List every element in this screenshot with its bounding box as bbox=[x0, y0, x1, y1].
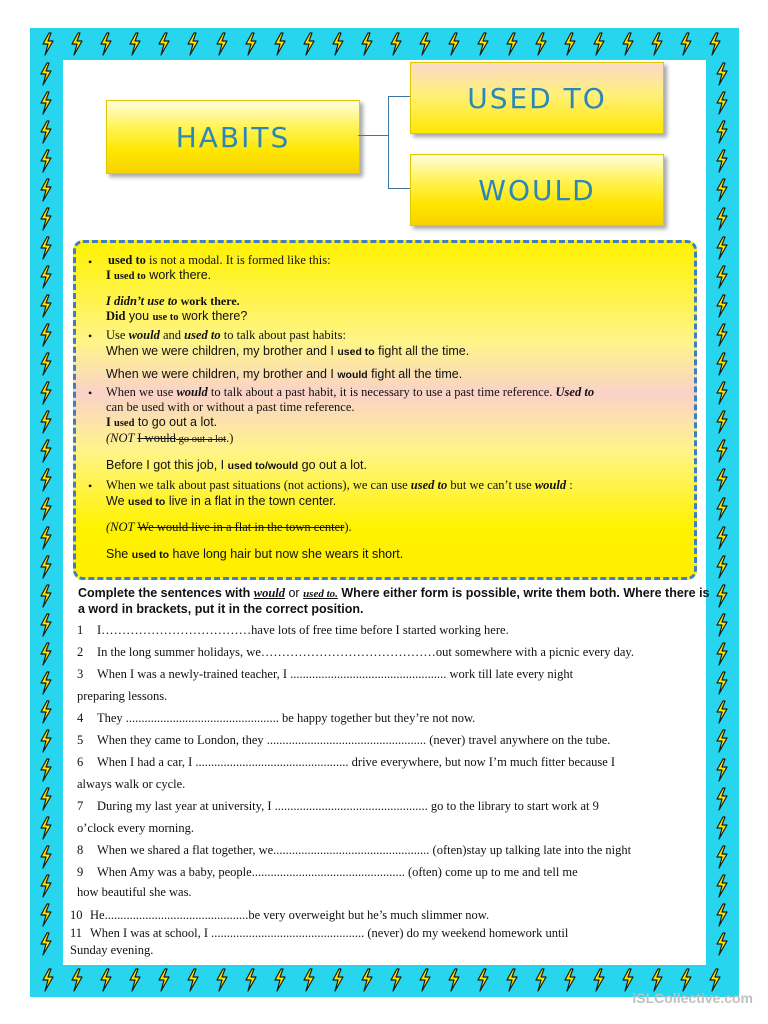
lightning-bolt-icon bbox=[40, 32, 56, 56]
note-line: When we use would to talk about a past habit, it is necessary to use a past time reference. Used to bbox=[106, 385, 595, 399]
lightning-bolt-icon bbox=[272, 32, 288, 56]
lightning-bolt-icon bbox=[38, 381, 54, 405]
lightning-bolt-icon bbox=[330, 968, 346, 992]
lightning-bolt-icon bbox=[359, 32, 375, 56]
note-line: I didn’t use to work there. bbox=[106, 294, 240, 308]
lightning-bolt-icon bbox=[301, 968, 317, 992]
lightning-bolt-icon bbox=[38, 700, 54, 724]
would-box bbox=[410, 154, 664, 226]
lightning-bolt-icon bbox=[185, 968, 201, 992]
lightning-bolt-icon bbox=[243, 32, 259, 56]
lightning-bolt-icon bbox=[714, 758, 730, 782]
note-line: Use would and used to to talk about past habits: bbox=[106, 328, 346, 342]
note-line: Did you use to work there? bbox=[106, 309, 248, 323]
lightning-bolt-icon bbox=[714, 845, 730, 869]
lightning-bolt-icon bbox=[714, 903, 730, 927]
note-line: used to is not a modal. It is formed like this: bbox=[108, 253, 331, 267]
lightning-bolt-icon bbox=[38, 642, 54, 666]
lightning-bolt-icon bbox=[38, 932, 54, 956]
lightning-bolt-icon bbox=[714, 584, 730, 608]
note-line: We used to live in a flat in the town center. bbox=[106, 494, 337, 508]
lightning-bolt-icon bbox=[69, 968, 85, 992]
lightning-bolt-icon bbox=[714, 149, 730, 173]
exercise-item: o’clock every morning. bbox=[77, 821, 194, 835]
lightning-bolt-icon bbox=[714, 468, 730, 492]
lightning-bolt-icon bbox=[38, 903, 54, 927]
lightning-bolt-icon bbox=[649, 32, 665, 56]
lightning-bolt-icon bbox=[533, 968, 549, 992]
exercise-item: always walk or cycle. bbox=[77, 777, 186, 791]
lightning-bolt-icon bbox=[38, 91, 54, 115]
lightning-bolt-icon bbox=[388, 32, 404, 56]
lightning-bolt-icon bbox=[714, 787, 730, 811]
lightning-bolt-icon bbox=[714, 352, 730, 376]
lightning-bolt-icon bbox=[714, 816, 730, 840]
lightning-bolt-icon bbox=[620, 32, 636, 56]
exercise-item: 7 During my last year at university, I ................................................. go to the library to start work at 9 bbox=[77, 799, 599, 813]
lightning-bolt-icon bbox=[714, 497, 730, 521]
used-to-box bbox=[410, 62, 664, 134]
lightning-bolt-icon bbox=[38, 671, 54, 695]
lightning-bolt-icon bbox=[714, 671, 730, 695]
grammar-notes-box bbox=[73, 240, 697, 580]
lightning-bolt-icon bbox=[359, 968, 375, 992]
lightning-bolt-icon bbox=[504, 32, 520, 56]
lightning-bolt-icon bbox=[714, 236, 730, 260]
habits-label: HABITS bbox=[175, 120, 291, 154]
lightning-bolt-icon bbox=[214, 968, 230, 992]
lightning-bolt-icon bbox=[649, 968, 665, 992]
lightning-bolt-icon bbox=[446, 968, 462, 992]
lightning-bolt-icon bbox=[38, 323, 54, 347]
lightning-bolt-icon bbox=[185, 32, 201, 56]
lightning-bolt-icon bbox=[388, 968, 404, 992]
connector-line bbox=[358, 135, 388, 136]
lightning-bolt-icon bbox=[38, 352, 54, 376]
lightning-bolt-icon bbox=[714, 91, 730, 115]
lightning-bolt-icon bbox=[301, 32, 317, 56]
lightning-bolt-icon bbox=[38, 758, 54, 782]
note-line: When we were children, my brother and I used to fight all the time. bbox=[106, 344, 470, 358]
exercise-item: preparing lessons. bbox=[77, 689, 168, 703]
note-line: Before I got this job, I used to/would go out a lot. bbox=[106, 458, 367, 472]
lightning-bolt-icon bbox=[714, 613, 730, 637]
lightning-bolt-icon bbox=[714, 410, 730, 434]
lightning-bolt-icon bbox=[38, 845, 54, 869]
lightning-bolt-icon bbox=[714, 178, 730, 202]
lightning-bolt-icon bbox=[127, 32, 143, 56]
note-line: (NOT We would live in a flat in the town center). bbox=[106, 520, 352, 534]
would-label: WOULD bbox=[478, 173, 596, 207]
used-to-label: USED TO bbox=[467, 81, 607, 115]
lightning-bolt-icon bbox=[417, 32, 433, 56]
exercise-item: 8 When we shared a flat together, we.................................................. (often)stay up talking late into the night bbox=[77, 843, 632, 857]
lightning-bolt-icon bbox=[533, 32, 549, 56]
lightning-bolt-icon bbox=[562, 968, 578, 992]
lightning-bolt-icon bbox=[714, 555, 730, 579]
lightning-bolt-icon bbox=[714, 207, 730, 231]
bullet: • bbox=[88, 386, 93, 400]
lightning-bolt-icon bbox=[38, 410, 54, 434]
lightning-bolt-icon bbox=[38, 265, 54, 289]
lightning-bolt-icon bbox=[38, 584, 54, 608]
lightning-bolt-icon bbox=[38, 149, 54, 173]
lightning-bolt-icon bbox=[678, 32, 694, 56]
note-line: can be used with or without a past time reference. bbox=[106, 400, 355, 414]
lightning-bolt-icon bbox=[38, 207, 54, 231]
exercise-item: 11 When I was at school, I ................................................. (never) do my weekend homework until bbox=[70, 926, 569, 940]
exercise-item: 9 When Amy was a baby, people................................................. (often) come up to me and tell me bbox=[77, 865, 578, 879]
exercise-item: 3 When I was a newly-trained teacher, I .................................................. work till late every night bbox=[77, 667, 574, 681]
exercise-item: Sunday evening. bbox=[70, 943, 154, 957]
lightning-bolt-icon bbox=[38, 555, 54, 579]
lightning-bolt-icon bbox=[38, 613, 54, 637]
lightning-bolt-icon bbox=[38, 236, 54, 260]
lightning-bolt-icon bbox=[40, 968, 56, 992]
lightning-bolt-icon bbox=[714, 265, 730, 289]
note-line: When we were children, my brother and I would fight all the time. bbox=[106, 367, 463, 381]
lightning-bolt-icon bbox=[714, 439, 730, 463]
bullet: • bbox=[88, 329, 93, 343]
lightning-bolt-icon bbox=[714, 62, 730, 86]
lightning-bolt-icon bbox=[714, 642, 730, 666]
lightning-bolt-icon bbox=[591, 32, 607, 56]
lightning-bolt-icon bbox=[714, 323, 730, 347]
lightning-bolt-icon bbox=[707, 32, 723, 56]
exercise-item: 4 They ................................................. be happy together but they’re not now. bbox=[77, 711, 476, 725]
lightning-bolt-icon bbox=[475, 32, 491, 56]
lightning-bolt-icon bbox=[446, 32, 462, 56]
note-line: She used to have long hair but now she wears it short. bbox=[106, 547, 404, 561]
connector-line bbox=[388, 96, 410, 97]
lightning-bolt-icon bbox=[38, 62, 54, 86]
lightning-bolt-icon bbox=[127, 968, 143, 992]
note-line: I used to work there. bbox=[106, 268, 212, 282]
lightning-bolt-icon bbox=[38, 526, 54, 550]
exercise-item: 1 I………………………………have lots of free time before I started working here. bbox=[77, 623, 509, 637]
lightning-bolt-icon bbox=[98, 32, 114, 56]
lightning-bolt-icon bbox=[38, 816, 54, 840]
lightning-bolt-icon bbox=[714, 120, 730, 144]
lightning-bolt-icon bbox=[591, 968, 607, 992]
note-line: I used to go out a lot. bbox=[106, 415, 218, 429]
lightning-bolt-icon bbox=[714, 729, 730, 753]
lightning-bolt-icon bbox=[243, 968, 259, 992]
exercise-item: 5 When they came to London, they ................................................... (never) travel anywhere on the tube. bbox=[77, 733, 611, 747]
lightning-bolt-icon bbox=[562, 32, 578, 56]
lightning-bolt-icon bbox=[38, 120, 54, 144]
exercise-item: 6 When I had a car, I ................................................. drive everywhere, but now I’m much fitter because I bbox=[77, 755, 616, 769]
lightning-bolt-icon bbox=[620, 968, 636, 992]
lightning-bolt-icon bbox=[98, 968, 114, 992]
lightning-bolt-icon bbox=[707, 968, 723, 992]
lightning-bolt-icon bbox=[678, 968, 694, 992]
lightning-bolt-icon bbox=[38, 787, 54, 811]
lightning-bolt-icon bbox=[714, 381, 730, 405]
lightning-bolt-icon bbox=[475, 968, 491, 992]
habits-box bbox=[106, 100, 360, 174]
exercise-item: 10 He..............................................be very overweight but he’s much slimmer now. bbox=[70, 908, 490, 922]
lightning-bolt-icon bbox=[38, 178, 54, 202]
lightning-bolt-icon bbox=[38, 497, 54, 521]
lightning-bolt-icon bbox=[714, 932, 730, 956]
lightning-bolt-icon bbox=[156, 32, 172, 56]
bullet: • bbox=[88, 479, 93, 493]
lightning-bolt-icon bbox=[714, 700, 730, 724]
lightning-bolt-icon bbox=[38, 874, 54, 898]
lightning-bolt-icon bbox=[214, 32, 230, 56]
lightning-bolt-icon bbox=[38, 294, 54, 318]
bullet: • bbox=[88, 255, 93, 269]
lightning-bolt-icon bbox=[38, 729, 54, 753]
watermark: iSLCollective.com bbox=[632, 990, 753, 1006]
exercise-item: how beautiful she was. bbox=[77, 885, 192, 899]
connector-line bbox=[388, 96, 389, 188]
lightning-bolt-icon bbox=[714, 526, 730, 550]
lightning-bolt-icon bbox=[504, 968, 520, 992]
lightning-bolt-icon bbox=[330, 32, 346, 56]
note-line: When we talk about past situations (not actions), we can use used to but we can’t use would : bbox=[106, 478, 573, 492]
exercise-item: 2 In the long summer holidays, we……………………………………out somewhere with a picnic every day. bbox=[77, 645, 634, 659]
lightning-bolt-icon bbox=[69, 32, 85, 56]
lightning-bolt-icon bbox=[38, 439, 54, 463]
lightning-bolt-icon bbox=[156, 968, 172, 992]
lightning-bolt-icon bbox=[417, 968, 433, 992]
lightning-bolt-icon bbox=[272, 968, 288, 992]
exercise-instructions: Complete the sentences with would or used to. Where either form is possible, write them both. Where there is a word in brackets, put it in the correct position. bbox=[78, 586, 710, 616]
note-line: (NOT I would go out a lot.) bbox=[106, 431, 234, 445]
lightning-bolt-icon bbox=[38, 468, 54, 492]
lightning-bolt-icon bbox=[714, 294, 730, 318]
lightning-bolt-icon bbox=[714, 874, 730, 898]
connector-line bbox=[388, 188, 410, 189]
